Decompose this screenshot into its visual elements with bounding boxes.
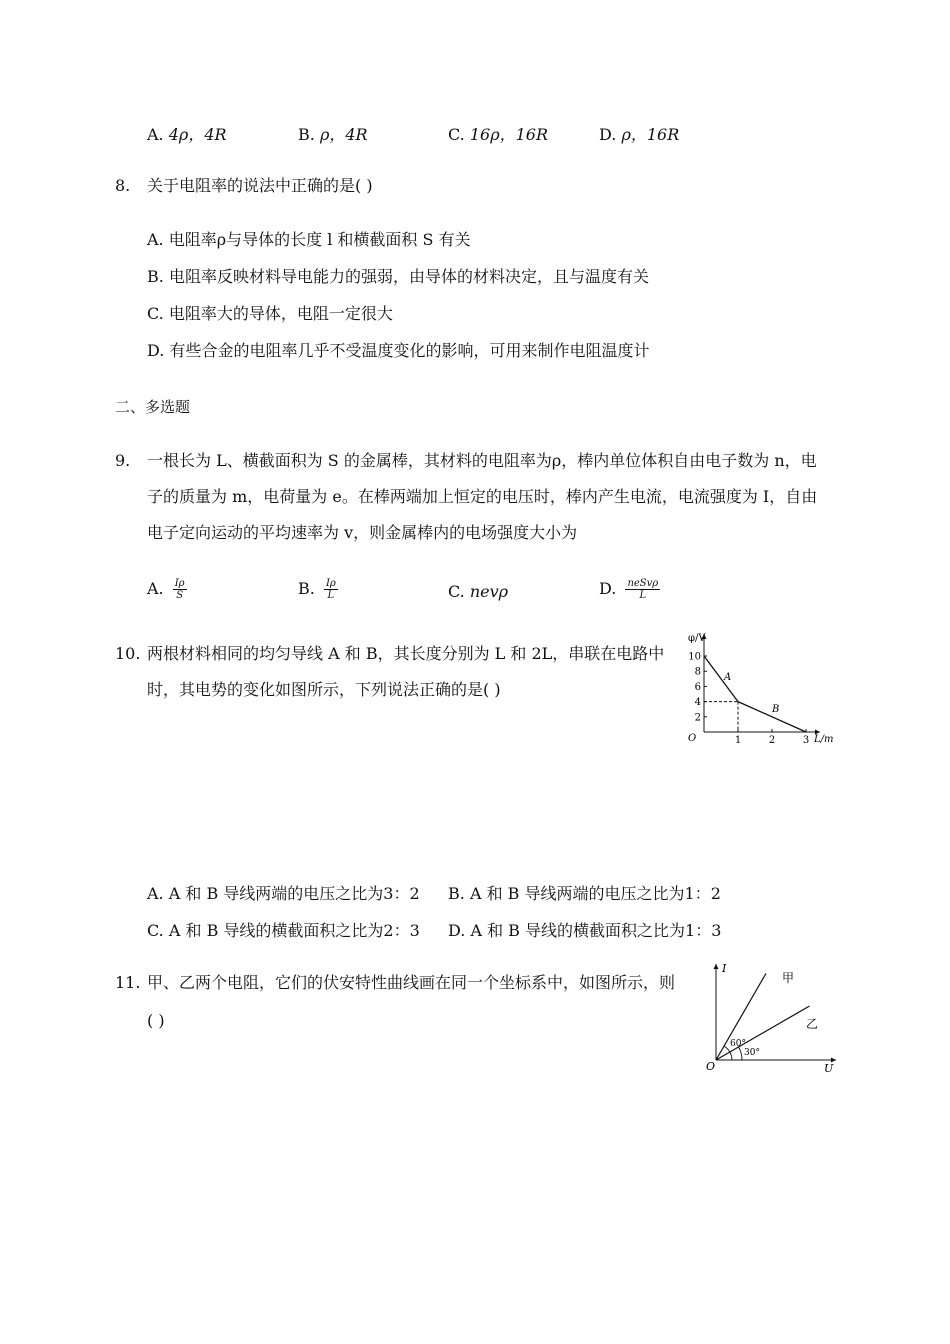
q11-iu-chart: [702, 960, 842, 1075]
q11-line-2: ( ): [147, 1011, 165, 1030]
x-tick-label: 2: [768, 735, 776, 746]
q7-option-a: A. 4ρ，4R: [147, 125, 227, 144]
q7-option-c: C. 16ρ，16R: [448, 125, 549, 144]
q11-angle-label-60: 60°: [730, 1039, 746, 1049]
q9-option-a: A. $\frac{I\rho}{S}$: [147, 578, 185, 601]
q10-option-c: C. A 和 B 导线的横截面积之比为2：3: [147, 921, 420, 940]
y-tick-label: 4: [694, 697, 701, 709]
q10-number: 10.: [115, 644, 141, 663]
q10-line-2: 时，其电势的变化如图所示，下列说法正确的是( ): [147, 680, 501, 699]
q8-option-a: A. 电阻率ρ与导体的长度 l 和横截面积 S 有关: [147, 230, 471, 249]
q8-option-c: C. 电阻率大的导体，电阻一定很大: [147, 304, 393, 323]
q7-option-b: B. ρ，4R: [298, 125, 368, 144]
x-tick-label: 3: [802, 735, 810, 746]
q9-line-1: 一根长为 L、横截面积为 S 的金属棒，其材料的电阻率为ρ，棒内单位体积自由电子数为 n，电: [147, 451, 817, 470]
q10-line-1: 两根材料相同的均匀导线 A 和 B，其长度分别为 L 和 2L，串联在电路中: [147, 644, 665, 663]
q11-line-label-yi: 乙: [806, 1017, 819, 1031]
q11-line-1: 甲、乙两个电阻，它们的伏安特性曲线画在同一个坐标系中，如图所示，则: [147, 973, 676, 992]
q9-line-2: 子的质量为 m，电荷量为 e。在棒两端加上恒定的电压时，棒内产生电流，电流强度为 I，自由: [147, 487, 818, 506]
q11-origin-label: O: [706, 1060, 716, 1073]
q7-option-d: D. ρ，16R: [599, 125, 680, 144]
q10-potential-chart: [676, 628, 842, 748]
q9-option-c: C. nevρ: [448, 582, 509, 601]
q10-y-axis-label: φ/V: [688, 633, 706, 644]
y-tick-label: 10: [688, 651, 701, 663]
q8-stem: 关于电阻率的说法中正确的是( ): [147, 176, 373, 195]
q8-number: 8.: [115, 176, 131, 195]
q10-option-b: B. A 和 B 导线两端的电压之比为1：2: [448, 884, 721, 903]
q10-origin-label: O: [688, 733, 697, 744]
q11-angle-label-30: 30°: [744, 1048, 760, 1058]
q10-segment-label-b: B: [772, 704, 780, 715]
q10-x-axis-label: L/m: [814, 734, 834, 745]
q9-option-b: B. $\frac{I\rho}{L}$: [298, 578, 336, 601]
y-tick-label: 6: [694, 681, 701, 693]
q9-option-d: D. $\frac{\text{neSvρ}}{L}$: [599, 578, 659, 601]
q8-option-d: D. 有些合金的电阻率几乎不受温度变化的影响，可用来制作电阻温度计: [147, 341, 650, 360]
x-tick-label: 1: [734, 735, 742, 746]
y-tick-label: 8: [694, 666, 701, 678]
q9-number: 9.: [115, 451, 131, 470]
q10-segment-label-a: A: [724, 672, 732, 683]
segment-a-line: [704, 656, 738, 702]
q8-option-b: B. 电阻率反映材料导电能力的强弱，由导体的材料决定，且与温度有关: [147, 267, 649, 286]
q10-option-a: A. A 和 B 导线两端的电压之比为3：2: [147, 884, 420, 903]
q10-option-d: D. A 和 B 导线的横截面积之比为1：3: [448, 921, 722, 940]
q11-x-axis-label: U: [824, 1062, 834, 1075]
y-tick-label: 2: [694, 712, 701, 724]
q11-number: 11.: [115, 973, 141, 992]
q11-y-axis-label: I: [722, 962, 727, 975]
section-title: 二、多选题: [115, 398, 191, 416]
q11-line-label-jia: 甲: [782, 971, 795, 985]
q9-line-3: 电子定向运动的平均速率为 v，则金属棒内的电场强度大小为: [147, 523, 578, 542]
i-axis-arrow: [714, 964, 719, 969]
